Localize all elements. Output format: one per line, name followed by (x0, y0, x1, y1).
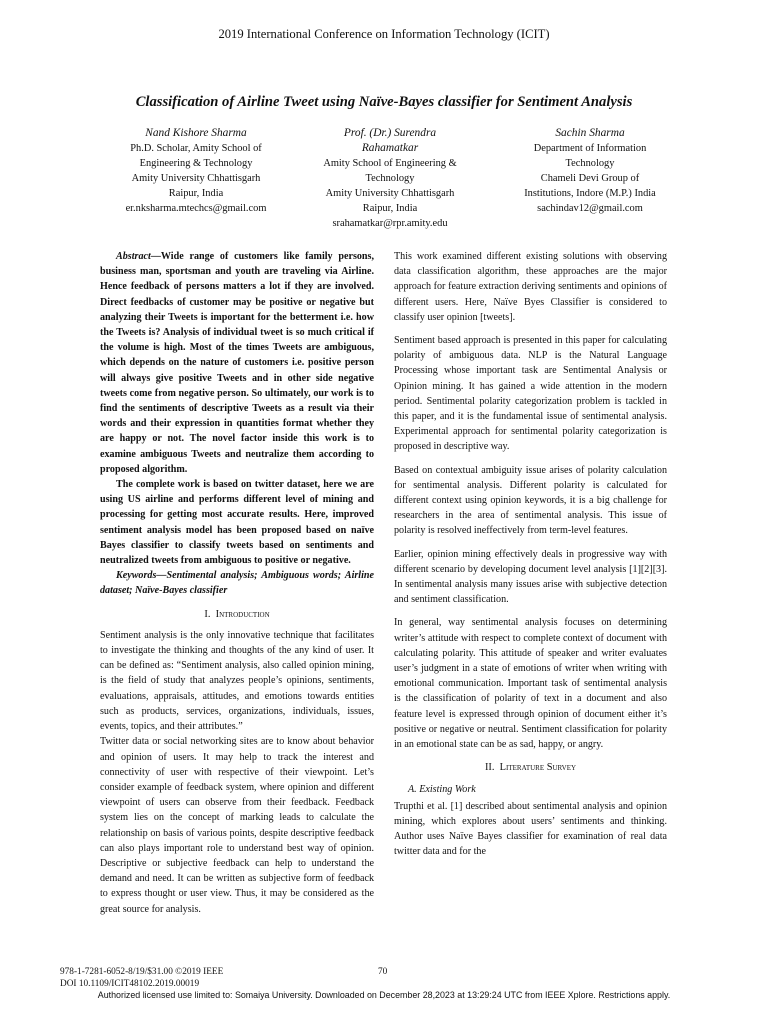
author-block-3 (490, 126, 690, 216)
body-paragraph: Sentiment based approach is presented in this paper for calculating polarity of ambiguous data. NLP is the Natural Language Processing whose important task are Sentimental Analysis or Opinion mining. It has gained a wide attention in the modern period. Sentimental polarity categorization problem is tackled in this paper, and it is the fundamental issue of sentimental analysis. Experimental approach for sentimental polarity categorization is proposed in descriptive way. (394, 335, 667, 453)
author-name: Prof. (Dr.) Surendra (343, 127, 437, 139)
body-paragraph: Based on contextual ambiguity issue arises of polarity calculation for sentimental analysis. Different polarity is calculated for different context using opinion keywords, it is a big challenge for researchers in the area of sentimental analysis. This issue of polarity is resolved ineffectively from term-level features. (394, 464, 667, 537)
author-affil-line: Raipur, India (362, 203, 418, 214)
keywords: Keywords—Sentimental analysis; Ambiguous words; Airline dataset; Naïve-Bayes classifier (100, 570, 374, 597)
abstract-paragraph (100, 249, 374, 477)
body-paragraph: Trupthi et al. [1] described about sentimental analysis and opinion mining, which explores about users’ sentiments and thinking. Author uses Naïve Bayes classifier for examination of real data twitter data and for the (394, 800, 667, 858)
author-block-2 (290, 126, 490, 231)
author-affil-line: Chameli Devi Group of (540, 173, 640, 184)
footer-isbn: 978-1-7281-6052-8/19/$31.00 ©2019 IEEE (60, 967, 224, 977)
left-column (100, 249, 374, 917)
author-email: srahamatkar@rpr.amity.edu (332, 218, 448, 229)
right-column (394, 249, 667, 860)
author-affil-line: Institutions, Indore (M.P.) India (524, 188, 656, 199)
abstract-text: —Wide range of customers like family persons, business man, sportsman and youth are traveling via Airline. Hence feedback of persons matters a lot if they are involved. Direct feedbacks of customer may be positive or negative but analyzing their Tweets is important for the betterment i.e. how the Tweets is? Analysis of individual tweet is so much critical if the volume is high. Most of the times Tweets are ambiguous, which depends on the nature of customers i.e. positive person will always give positive Tweets and in other side negative tweets come from negative person. So ultimately, our work is to find the sentiments of descriptive Tweets as a result via their words and their expression in quantities format whether they are happy or not. The novel factor inside this work is to examine ambiguous Tweets and neutralize them according to proposed algorithm. (100, 251, 374, 475)
conference-header: 2019 International Conference on Information Technology (ICIT) (218, 27, 550, 41)
author-affil-line: Engineering & Technology (139, 158, 253, 169)
author-name: Sachin Sharma (555, 127, 625, 139)
section-heading-introduction (100, 607, 374, 622)
author-affil-line: Technology (365, 173, 415, 184)
section-number: II. (484, 762, 495, 774)
author-email: sachindav12@gmail.com (537, 203, 643, 214)
author-affil-line: Department of Information (533, 143, 647, 154)
section-title: Introduction (215, 608, 270, 620)
author-block-1 (96, 126, 296, 216)
author-email: er.nksharma.mtechcs@gmail.com (125, 203, 267, 214)
footer-doi: DOI 10.1109/ICIT48102.2019.00019 (60, 979, 200, 989)
author-name: Nand Kishore Sharma (145, 127, 247, 139)
abstract-label: Abstract (116, 251, 151, 262)
abstract-paragraph-2: The complete work is based on twitter dataset, here we are using US airline and performs different level of mining and processing for getting most accurate results. Here, improved sentiment analysis model has been proposed based on naïve Bayes classifier to classify tweets based on sentiments and neutralized tweets from ambiguous to positive or negative. (100, 479, 374, 567)
author-affil-line: Amity University Chhattisgarh (325, 188, 455, 199)
author-affil-line: Amity School of Engineering & (323, 158, 457, 169)
body-paragraph: This work examined different existing solutions with observing data classification algorithm, these approaches are the major approach for feature extraction deriving sentiments and opinions of different users. Here, Naïve Byes Classifier is considered to classify user opinion [tweets]. (394, 251, 667, 323)
author-affil-line: Technology (565, 158, 615, 169)
body-paragraph: Earlier, opinion mining effectively deals in progressive way with different scenario by developing document level analysis [1][2][3]. In sentimental analysis many issues arise with subjective detection and sentiment classification. (394, 548, 667, 606)
author-affil-line: Ph.D. Scholar, Amity School of (130, 143, 262, 154)
body-paragraph: Twitter data or social networking sites are to know about behavior and opinion of users. It may help to track the interest and connectivity of user with respective of their viewpoint. Let’s consider example of feedback system, where opinion and different viewpoint of users can observe from their feedback. Feedback system lies on the concept of marking leads to calculate the relationship on basis of various points, despite descriptive feedback can also plays important role to understand best way of opinion. Descriptive or subjective feedback can help to understand the demand and need. It can be written as subjective form of feedback to express thought or user view. Thus, it may be considered as the great source for analysis. (100, 736, 374, 915)
author-name: Rahamatkar (361, 142, 419, 154)
section-heading-literature-survey (394, 760, 667, 775)
subsection-heading: A. Existing Work (408, 783, 476, 795)
author-affil-line: Amity University Chhattisgarh (131, 173, 261, 184)
section-title: Literature Survey (499, 762, 577, 774)
body-paragraph: In general, way sentimental analysis focuses on determining writer’s attitude with respect to complete context of document with calculating polarity. This attitude of speaker and writer evaluates user’s judgment in a state of emotions of writer when writing with emotional communication. Important task of sentimental analysis is the classification of polarity of text in a document and also feature level is expressed through opinion of document either it’s positive or negative or neutral. Sentiment classification for polarity in an emotional state can be as sad, happy, or angry. (394, 617, 667, 751)
paper-title: Classification of Airline Tweet using Naïve-Bayes classifier for Sentiment Analysis (135, 94, 633, 110)
section-number: I. (204, 608, 211, 620)
authorized-use-notice: Authorized licensed use limited to: Somaiya University. Downloaded on December 28,2023 at 13:29:24 UTC from IEEE Xplore. Restrictions apply. (97, 990, 671, 1000)
author-affil-line: Raipur, India (168, 188, 224, 199)
page-number: 70 (378, 967, 388, 977)
body-paragraph: Sentiment analysis is the only innovative technique that facilitates to investigate the thinking and thoughts of the any kind of user. It can be defined as: “Sentiment analysis, also called opinion mining, is the field of study that analyzes people’s opinions, sentiments, evaluations, appraisals, attitudes, and emotions towards entities such as products, services, organizations, individuals, issues, events, topics, and their attributes.” (100, 629, 374, 733)
